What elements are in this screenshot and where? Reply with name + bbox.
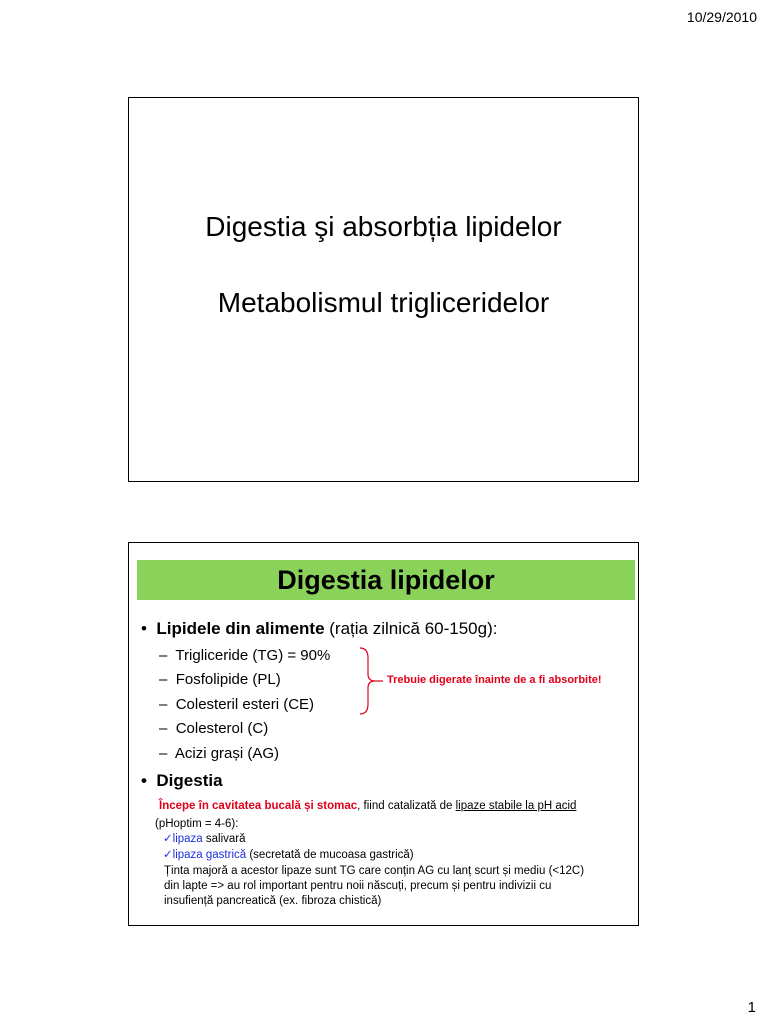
digestia-para-line3: insufiență pancreatică (ex. fibroza chistică) [164, 895, 382, 907]
brace-annotation: Trebuie digerate înainte de a fi absorbite! [387, 674, 602, 686]
bullet-lipide-alimente [141, 619, 497, 639]
slide-title [128, 97, 639, 482]
list-item: – Acizi grași (AG) [159, 745, 280, 762]
slide-title-line2: Metabolismul trigliceridelor [217, 287, 550, 318]
slide-digestia-lipidelor [128, 542, 639, 926]
header-date: 10/29/2010 [686, 9, 757, 25]
slide-title-line1: Digestia şi absorbția lipidelor [205, 211, 562, 242]
bullet-bold-text: Lipidele din alimente [156, 619, 325, 638]
curly-brace-icon [358, 646, 384, 716]
digestia-para-line2: din lapte => au rol important pentru noii născuți, precum și pentru indivizii cu [164, 880, 552, 892]
digestia-check2: ✓lipaza gastrică (secretată de mucoasa gastrică) [163, 849, 414, 861]
digestia-check1: ✓lipaza salivară [163, 833, 246, 845]
page-number: 1 [747, 999, 756, 1016]
bullet-rest-text: (rația zilnică 60-150g): [324, 619, 498, 638]
list-item: – Trigliceride (TG) = 90% [159, 647, 331, 664]
bullet-digestia: • Digestia [141, 771, 223, 790]
digestia-para-line1: Ținta majoră a acestor lipaze sunt TG care conțin AG cu lanț scurt și mediu (<12C) [164, 865, 585, 877]
slide-banner-title: Digestia lipidelor [137, 560, 635, 600]
list-item: – Fosfolipide (PL) [159, 671, 281, 688]
list-item: – Colesteril esteri (CE) [159, 696, 315, 713]
check-icon: ✓ [163, 849, 173, 861]
digestia-ph: (pHoptim = 4-6): [155, 818, 239, 830]
list-item: – Colesterol (C) [159, 720, 269, 737]
check-icon: ✓ [163, 833, 173, 845]
digestia-line1: Începe în cavitatea bucală și stomac, fiind catalizată de lipaze stabile la pH acid [159, 800, 577, 812]
bullet-symbol: • [141, 619, 147, 638]
